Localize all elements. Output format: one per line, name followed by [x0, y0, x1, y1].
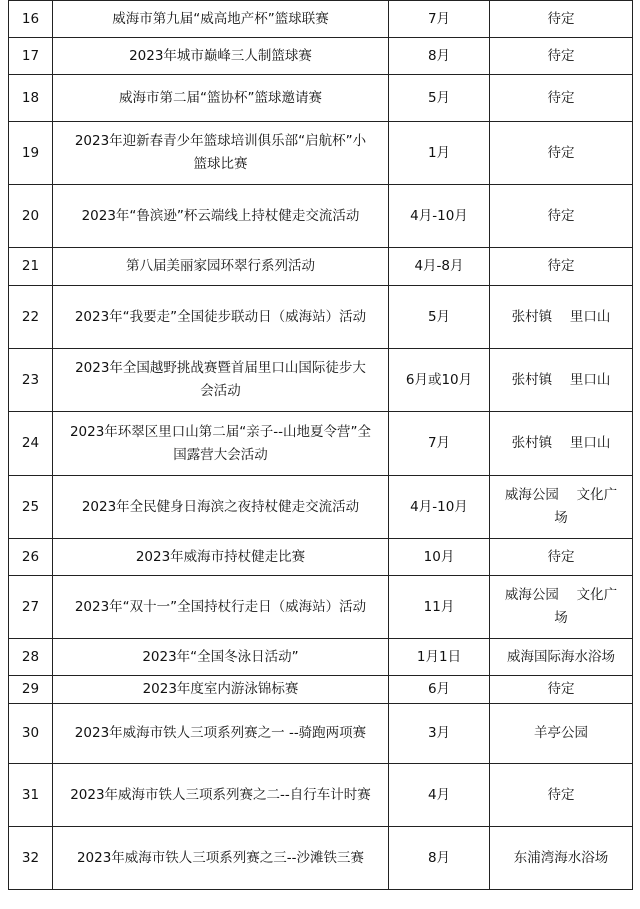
event-time: 4月-10月 — [389, 476, 490, 539]
row-number: 20 — [9, 185, 53, 248]
event-time: 5月 — [389, 286, 490, 349]
event-name: 2023年环翠区里口山第二届“亲子--山地夏令营”全国露营大会活动 — [53, 412, 389, 476]
event-name: 2023年“我要走”全国徒步联动日（威海站）活动 — [53, 286, 389, 349]
event-time: 4月 — [389, 764, 490, 827]
event-time: 4月-8月 — [389, 248, 490, 286]
event-name: 2023年度室内游泳锦标赛 — [53, 676, 389, 704]
row-number: 24 — [9, 412, 53, 476]
table-row — [9, 539, 633, 576]
event-name: 第八届美丽家园环翠行系列活动 — [53, 248, 389, 286]
event-venue: 威海公园 文化广场 — [490, 576, 633, 639]
table-row — [9, 576, 633, 639]
table-row — [9, 764, 633, 827]
row-number: 17 — [9, 38, 53, 75]
event-name: 2023年威海市铁人三项系列赛之二--自行车计时赛 — [53, 764, 389, 827]
event-name: 2023年“鲁滨逊”杯云端线上持杖健走交流活动 — [53, 185, 389, 248]
event-name: 2023年威海市铁人三项系列赛之一 --骑跑两项赛 — [53, 704, 389, 764]
event-venue: 羊亭公园 — [490, 704, 633, 764]
event-time: 6月 — [389, 676, 490, 704]
event-venue: 东浦湾海水浴场 — [490, 827, 633, 890]
event-name: 2023年“双十一”全国持杖行走日（威海站）活动 — [53, 576, 389, 639]
table-row — [9, 704, 633, 764]
table-row — [9, 122, 633, 185]
row-number: 16 — [9, 1, 53, 38]
table-row — [9, 827, 633, 890]
event-time: 3月 — [389, 704, 490, 764]
row-number: 21 — [9, 248, 53, 286]
row-number: 30 — [9, 704, 53, 764]
event-venue: 待定 — [490, 676, 633, 704]
row-number: 25 — [9, 476, 53, 539]
event-time: 8月 — [389, 38, 490, 75]
row-number: 31 — [9, 764, 53, 827]
event-name: 2023年全民健身日海滨之夜持杖健走交流活动 — [53, 476, 389, 539]
table-row — [9, 38, 633, 75]
row-number: 18 — [9, 75, 53, 122]
table-row — [9, 286, 633, 349]
row-number: 22 — [9, 286, 53, 349]
event-time: 4月-10月 — [389, 185, 490, 248]
event-time: 11月 — [389, 576, 490, 639]
table-row — [9, 412, 633, 476]
event-time: 7月 — [389, 1, 490, 38]
row-number: 19 — [9, 122, 53, 185]
row-number: 23 — [9, 349, 53, 412]
event-venue: 待定 — [490, 75, 633, 122]
row-number: 32 — [9, 827, 53, 890]
event-name: 2023年城市巅峰三人制篮球赛 — [53, 38, 389, 75]
event-venue: 待定 — [490, 248, 633, 286]
event-schedule-table — [8, 0, 633, 890]
table-row — [9, 75, 633, 122]
event-time: 1月1日 — [389, 639, 490, 676]
table-row — [9, 476, 633, 539]
event-time: 8月 — [389, 827, 490, 890]
event-name: 2023年“全国冬泳日活动” — [53, 639, 389, 676]
event-venue: 待定 — [490, 764, 633, 827]
row-number: 27 — [9, 576, 53, 639]
table-row — [9, 185, 633, 248]
table-row — [9, 1, 633, 38]
event-name: 2023年全国越野挑战赛暨首届里口山国际徒步大会活动 — [53, 349, 389, 412]
event-venue: 待定 — [490, 122, 633, 185]
event-name: 2023年威海市铁人三项系列赛之三--沙滩铁三赛 — [53, 827, 389, 890]
event-time: 10月 — [389, 539, 490, 576]
event-time: 1月 — [389, 122, 490, 185]
event-time: 7月 — [389, 412, 490, 476]
event-time: 6月或10月 — [389, 349, 490, 412]
event-venue: 待定 — [490, 539, 633, 576]
row-number: 28 — [9, 639, 53, 676]
event-time: 5月 — [389, 75, 490, 122]
row-number: 26 — [9, 539, 53, 576]
event-name: 威海市第二届“篮协杯”篮球邀请赛 — [53, 75, 389, 122]
event-venue: 张村镇 里口山 — [490, 412, 633, 476]
table-row — [9, 639, 633, 676]
table-row — [9, 676, 633, 704]
event-venue: 待定 — [490, 185, 633, 248]
event-venue: 张村镇 里口山 — [490, 286, 633, 349]
event-venue: 待定 — [490, 1, 633, 38]
event-name: 威海市第九届“威高地产杯”篮球联赛 — [53, 1, 389, 38]
event-venue: 威海国际海水浴场 — [490, 639, 633, 676]
table-row — [9, 349, 633, 412]
event-venue: 待定 — [490, 38, 633, 75]
table-row — [9, 248, 633, 286]
event-name: 2023年迎新春青少年篮球培训俱乐部“启航杯”小篮球比赛 — [53, 122, 389, 185]
row-number: 29 — [9, 676, 53, 704]
event-name: 2023年威海市持杖健走比赛 — [53, 539, 389, 576]
event-schedule-table-wrapper — [8, 0, 632, 890]
event-venue: 威海公园 文化广场 — [490, 476, 633, 539]
event-venue: 张村镇 里口山 — [490, 349, 633, 412]
